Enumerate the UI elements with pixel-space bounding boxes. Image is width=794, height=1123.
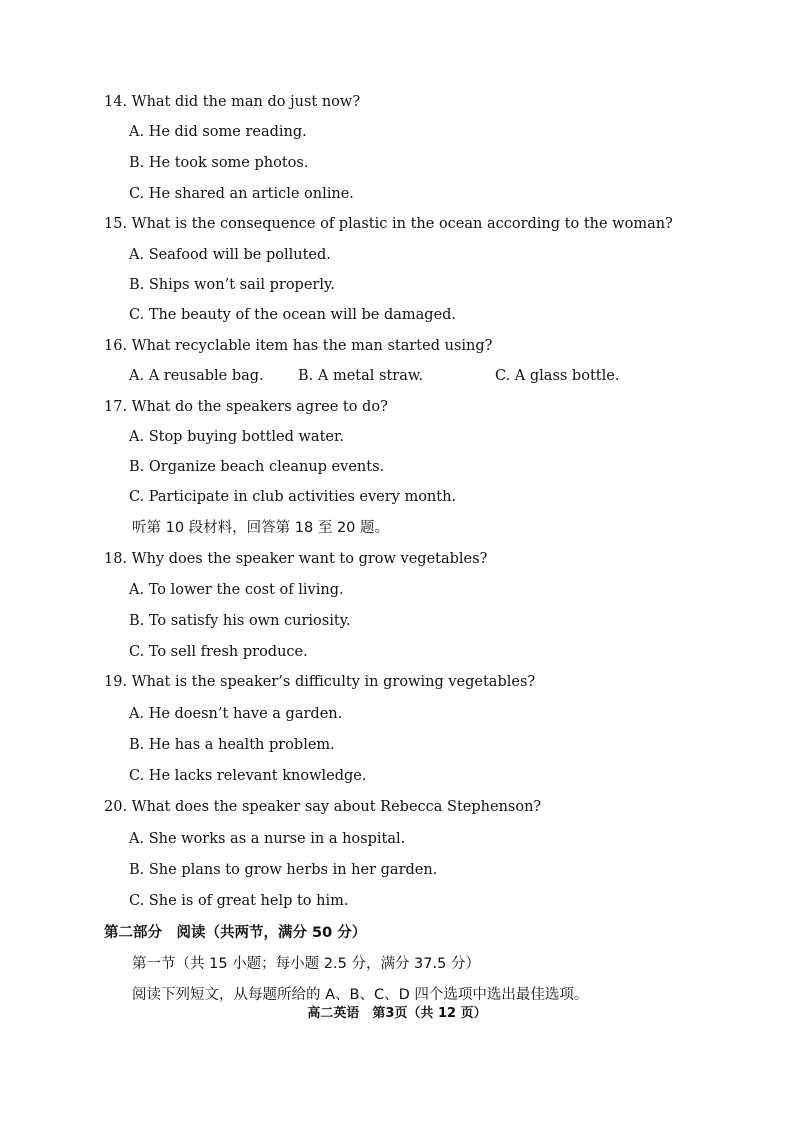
question-20-option-b: B. She plans to grow herbs in her garden. xyxy=(129,862,438,878)
question-19-option-a: A. He doesn’t have a garden. xyxy=(129,706,343,722)
question-14-stem: 14. What did the man do just now? xyxy=(104,94,361,110)
question-15-option-a: A. Seafood will be polluted. xyxy=(129,247,331,263)
question-14-option-b: B. He took some photos. xyxy=(129,155,309,171)
question-16-option-b: B. A metal straw. xyxy=(298,368,424,384)
question-19-option-c: C. He lacks relevant knowledge. xyxy=(129,768,367,784)
question-14-option-c: C. He shared an article online. xyxy=(129,186,354,202)
question-18-stem: 18. Why does the speaker want to grow vegetables? xyxy=(104,551,488,567)
question-18-option-a: A. To lower the cost of living. xyxy=(129,582,344,598)
question-19-option-b: B. He has a health problem. xyxy=(129,737,335,753)
reading-instruction: 阅读下列短文，从每题所给的 A、B、C、D 四个选项中选出最佳选项。 xyxy=(132,987,589,1003)
question-15-option-c: C. The beauty of the ocean will be damaged. xyxy=(129,307,457,323)
page-footer: 高二英语 第3页（共 12 页） xyxy=(307,1006,487,1021)
question-15-stem: 15. What is the consequence of plastic in the ocean according to the woman? xyxy=(104,216,673,232)
question-17-option-c: C. Participate in club activities every month. xyxy=(129,489,457,505)
question-18-option-c: C. To sell fresh produce. xyxy=(129,644,308,660)
part-two-heading: 第二部分 阅读（共两节，满分 50 分） xyxy=(104,925,367,941)
question-16-stem: 16. What recyclable item has the man started using? xyxy=(104,338,493,354)
question-20-option-c: C. She is of great help to him. xyxy=(129,893,349,909)
question-19-stem: 19. What is the speaker’s difficulty in growing vegetables? xyxy=(104,674,536,690)
question-14-option-a: A. He did some reading. xyxy=(129,124,307,140)
listening-instruction: 听第 10 段材料，回答第 18 至 20 题。 xyxy=(132,520,390,536)
question-17-option-b: B. Organize beach cleanup events. xyxy=(129,459,385,475)
question-17-stem: 17. What do the speakers agree to do? xyxy=(104,399,388,415)
question-16-option-c: C. A glass bottle. xyxy=(495,368,620,384)
question-15-option-b: B. Ships won’t sail properly. xyxy=(129,277,335,293)
section-one-heading: 第一节（共 15 小题；每小题 2.5 分，满分 37.5 分） xyxy=(132,956,480,972)
question-16-option-a: A. A reusable bag. xyxy=(129,368,264,384)
question-20-option-a: A. She works as a nurse in a hospital. xyxy=(129,831,406,847)
question-17-option-a: A. Stop buying bottled water. xyxy=(129,429,344,445)
question-20-stem: 20. What does the speaker say about Rebecca Stephenson? xyxy=(104,799,542,815)
question-18-option-b: B. To satisfy his own curiosity. xyxy=(129,613,351,629)
